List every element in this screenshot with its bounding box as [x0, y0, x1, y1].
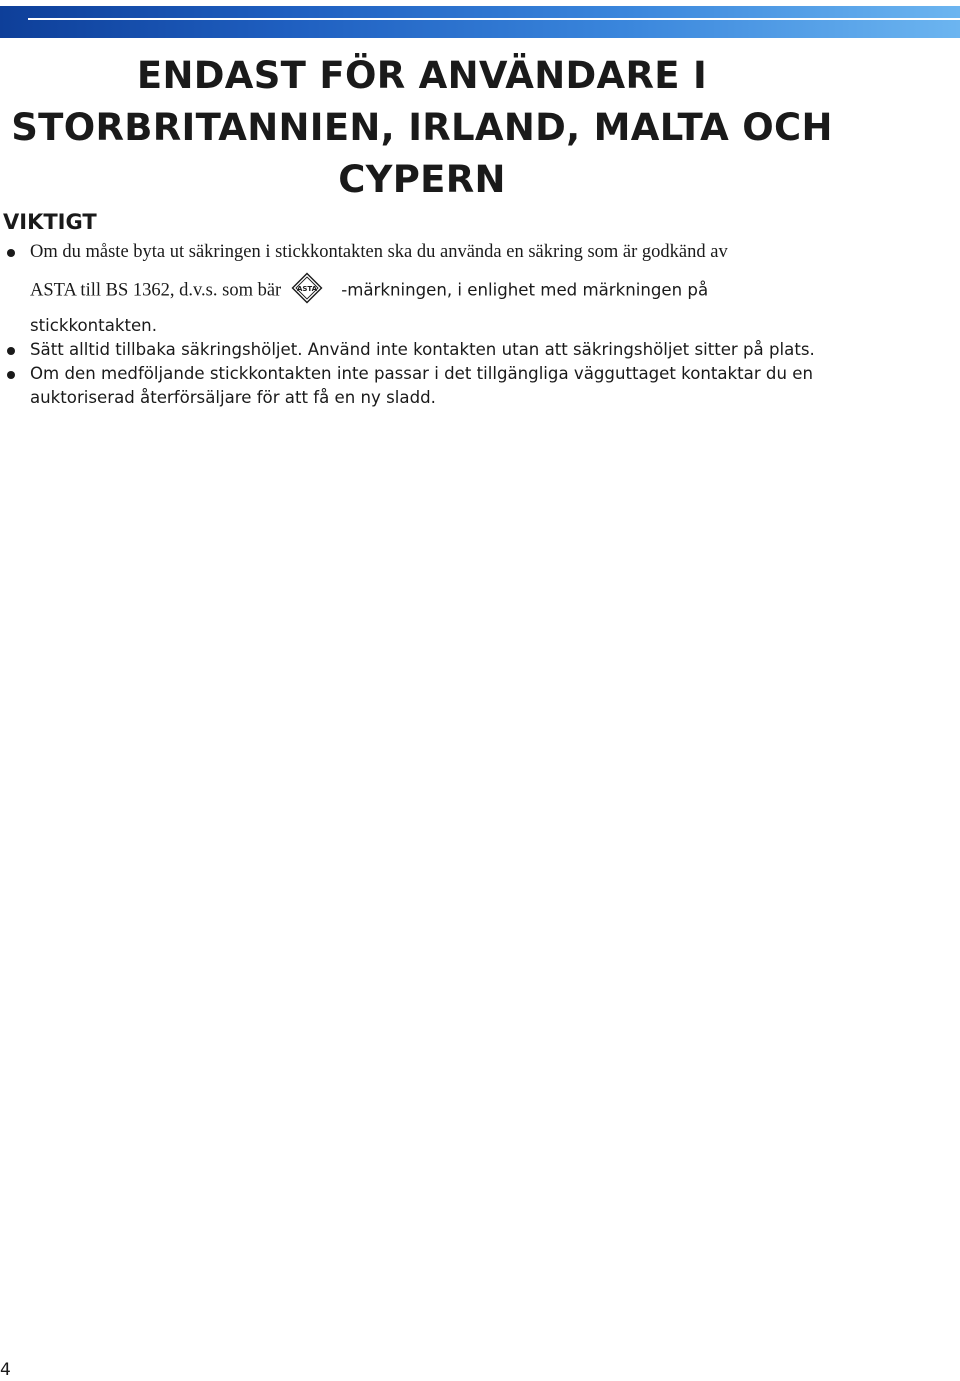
item-1-line-2-before-mark: ASTA till BS 1362, d.v.s. som bär: [30, 280, 282, 301]
item-1-line-1: Om du måste byta ut säkringen i stickkontakten ska du använda en säkring som är godkänd av: [30, 242, 728, 262]
item-1-line-2: [30, 278, 708, 304]
header-rule-line: [28, 18, 960, 20]
item-1-line-2-after-mark: -märkningen, i enlighet med märkningen på: [341, 280, 709, 300]
item-3-line-2: auktoriserad återförsäljare för att få en ny sladd.: [30, 388, 436, 407]
item-3-line-1: Om den medföljande stickkontakten inte passar i det tillgängliga vägguttaget kontaktar du en: [30, 364, 813, 383]
page-title-line-2: STORBRITANNIEN, IRLAND, MALTA OCH: [11, 106, 833, 149]
item-1-line-3: stickkontakten.: [30, 316, 157, 335]
asta-certification-mark-icon: [291, 272, 323, 304]
bullet-icon: [7, 249, 15, 257]
section-heading: VIKTIGT: [3, 210, 97, 234]
page-title: [0, 50, 844, 206]
bullet-icon: [7, 371, 15, 379]
page-number: 4: [0, 1360, 11, 1380]
page-title-line-3: CYPERN: [338, 158, 506, 201]
asta-mark-text: ASTA: [297, 285, 318, 293]
page-title-line-1: ENDAST FÖR ANVÄNDARE I: [136, 54, 708, 97]
bullet-icon: [7, 347, 15, 355]
item-2-line-1: Sätt alltid tillbaka säkringshöljet. Använd inte kontakten utan att säkringshöljet sitter på plats.: [30, 340, 815, 359]
header-color-bar: [0, 6, 960, 38]
